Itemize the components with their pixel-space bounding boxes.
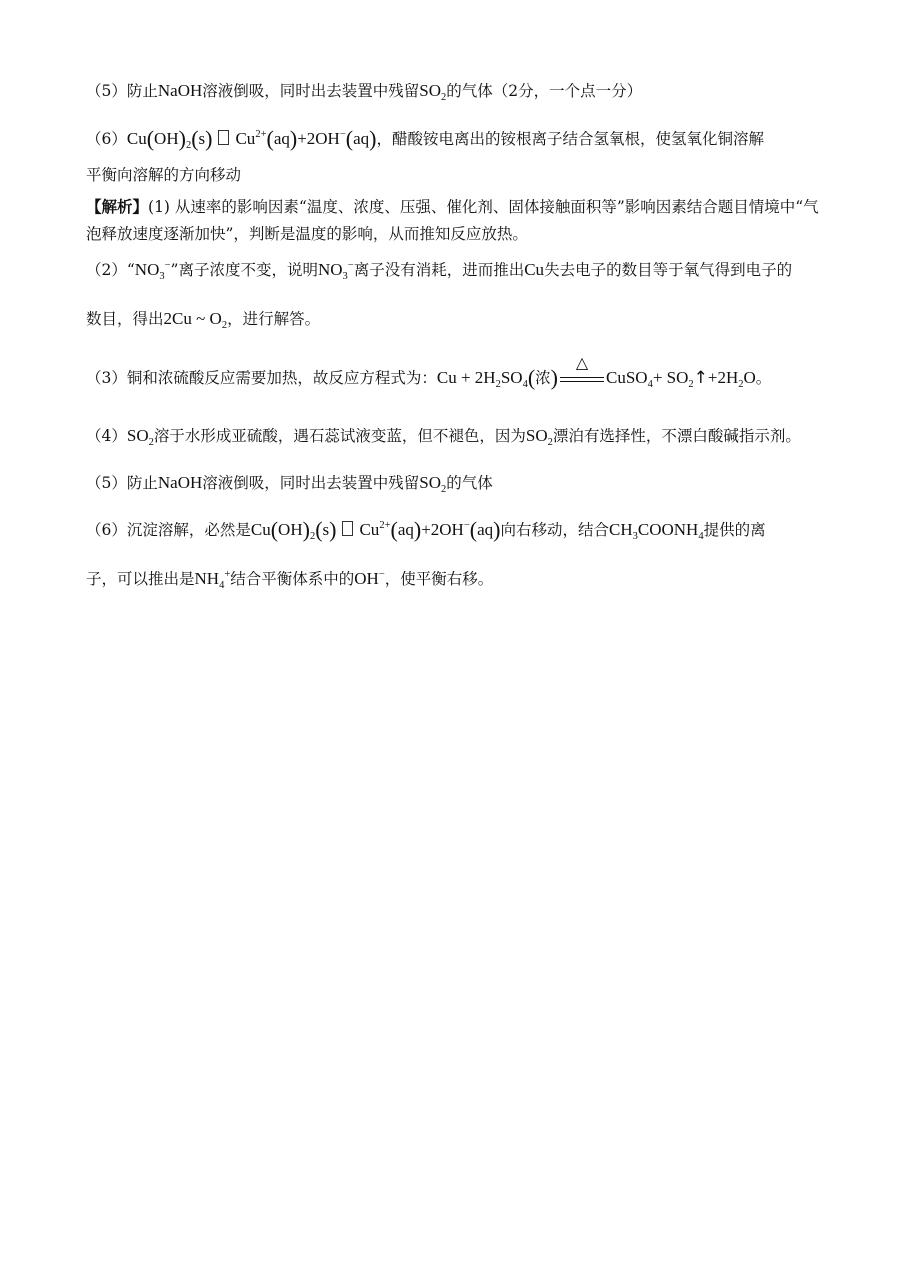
answer-6-line — [86, 127, 822, 151]
text: （5）防止 — [86, 474, 158, 492]
analysis-6-line-cont — [86, 567, 822, 591]
answer-5-line — [86, 79, 822, 103]
text: （2）“ — [86, 261, 135, 279]
formula-water: +2H — [707, 368, 739, 387]
text: ”离子浓度不变，说明 — [170, 261, 318, 279]
equals-line — [560, 381, 604, 382]
text: 子，可以推出是 — [86, 570, 195, 588]
formula-cu-ion: Cu — [235, 129, 256, 148]
formula-no3: NO — [134, 260, 160, 279]
paren: ( — [191, 126, 199, 151]
superscript: 2+ — [379, 520, 391, 531]
text: ，使平衡右移。 — [384, 570, 494, 588]
subscript: 3 — [159, 271, 165, 282]
state-aq: aq — [397, 520, 414, 539]
text: 向右移动，结合 — [500, 521, 609, 539]
subscript: 2 — [185, 140, 192, 151]
text: 失去电子的数目等于氧气得到电子的 — [544, 261, 793, 279]
paren: ) — [413, 517, 422, 542]
formula-so2: + SO — [652, 368, 689, 387]
formula-oh-ion: OH — [354, 569, 379, 588]
text: 溶液倒吸，同时出去装置中残留 — [202, 474, 420, 492]
gas-arrow-icon: ↑ — [693, 368, 708, 388]
subscript: 4 — [219, 580, 225, 591]
superscript: − — [164, 260, 171, 271]
paren: ( — [315, 517, 323, 542]
formula-so2: SO — [419, 473, 442, 492]
analysis-2-line — [86, 258, 822, 282]
text: 溶于水形成亚硫酸，遇石蕊试液变蓝，但不褪色，因为 — [153, 427, 526, 445]
paren: ) — [329, 517, 337, 542]
analysis-1-line-cont: 泡释放速度逐渐加快”，判断是温度的影响，从而推知反应放热。 — [86, 225, 528, 243]
analysis-6-line — [86, 518, 822, 542]
formula-cuso4: CuSO — [605, 368, 648, 387]
formula-so4: SO — [500, 368, 523, 387]
formula-oh-ion: +2OH — [421, 520, 464, 539]
text: 溶液倒吸，同时出去装置中残留 — [202, 82, 420, 100]
paren: ( — [266, 126, 274, 151]
superscript: − — [339, 129, 346, 140]
paren: ( — [270, 517, 279, 542]
subscript: 2 — [441, 92, 447, 103]
paren: ( — [146, 126, 155, 151]
paren: ) — [550, 365, 558, 390]
subscript: 4 — [698, 531, 704, 542]
state-s: s — [198, 129, 206, 148]
text: （6） — [86, 130, 127, 148]
formula-so2: SO — [525, 426, 548, 445]
state-aq: aq — [273, 129, 290, 148]
formula-no3: NO — [317, 260, 343, 279]
formula-cu-ion: Cu — [359, 520, 380, 539]
text: 提供的离 — [703, 521, 766, 539]
superscript: 2+ — [255, 129, 267, 140]
paren: ) — [289, 126, 298, 151]
superscript: − — [463, 520, 470, 531]
subscript: 3 — [342, 271, 348, 282]
text: 数目，得出 — [86, 310, 164, 328]
formula-oh: OH — [154, 129, 179, 148]
text: 离子没有消耗，进而推出 — [353, 261, 525, 279]
subscript: 2 — [495, 379, 501, 390]
formula-cu: Cu — [524, 260, 545, 279]
subscript: 2 — [148, 437, 154, 448]
superscript: − — [378, 569, 385, 580]
paren: ) — [205, 126, 213, 151]
text: 的气体 — [446, 474, 493, 492]
text: （3）铜和浓硫酸反应需要加热，故反应方程式为： — [86, 369, 437, 387]
subscript: 2 — [221, 320, 228, 331]
formula-ch3: CH — [608, 520, 633, 539]
subscript: 3 — [632, 531, 638, 542]
state-aq: aq — [477, 520, 494, 539]
paren: ( — [527, 365, 536, 390]
superscript: + — [224, 569, 231, 580]
paren: ( — [469, 517, 478, 542]
equilibrium-symbol-icon — [342, 521, 353, 536]
analysis-tag: 【解析】 — [86, 197, 149, 216]
state-aq: aq — [353, 129, 370, 148]
paren: ) — [493, 517, 501, 542]
text: （6）沉淀溶解，必然是 — [86, 521, 251, 539]
subscript: 2 — [309, 531, 316, 542]
text: 漂泊有选择性，不漂白酸碱指示剂。 — [552, 427, 801, 445]
reaction-equals-sign — [560, 353, 604, 391]
analysis-4-line — [86, 424, 822, 448]
equilibrium-symbol-icon — [218, 130, 229, 145]
formula-cu: Cu — [126, 129, 147, 148]
formula-so2: SO — [419, 81, 442, 100]
text: 。 — [755, 369, 772, 387]
paren: ) — [178, 126, 186, 151]
state-s: s — [322, 520, 330, 539]
formula-reactants: Cu + 2H — [436, 368, 496, 387]
paren: ( — [345, 126, 354, 151]
subscript: 2 — [688, 379, 694, 390]
answer-6-line-cont: 平衡向溶解的方向移动 — [86, 166, 242, 184]
text: 结合平衡体系中的 — [230, 570, 355, 588]
analysis-1-line — [86, 195, 822, 219]
subscript: 4 — [647, 379, 653, 390]
formula-oh: OH — [278, 520, 303, 539]
superscript: − — [347, 260, 354, 271]
formula-so2: SO — [126, 426, 149, 445]
paren: ( — [390, 517, 398, 542]
heat-icon: △ — [575, 353, 589, 372]
formula-coonh4: COONH — [637, 520, 699, 539]
subscript: 2 — [738, 379, 744, 390]
text: (1) 从速率的影响因素“温度、浓度、压强、催化剂、固体接触面积等”影响因素结合题目情境中“气 — [148, 198, 819, 216]
analysis-5-line — [86, 471, 822, 495]
formula-nh4: NH — [194, 569, 220, 588]
analysis-3-line — [86, 353, 822, 391]
subscript: 2 — [547, 437, 553, 448]
equals-line — [560, 377, 604, 378]
text: 的气体（2分，一个点一分） — [446, 82, 643, 100]
subscript: 2 — [441, 484, 447, 495]
paren: ) — [369, 126, 377, 151]
text: ，醋酸铵电离出的铵根离子结合氢氧根，使氢氧化铜溶解 — [376, 130, 764, 148]
text: （4） — [86, 427, 127, 445]
text: （5）防止 — [86, 82, 158, 100]
formula-cu: Cu — [250, 520, 271, 539]
subscript: 4 — [522, 379, 528, 390]
formula-naoh: NaOH — [157, 473, 203, 492]
paren: ) — [302, 517, 310, 542]
formula-oh-ion: +2OH — [297, 129, 340, 148]
formula-ratio: 2Cu ~ O — [163, 309, 222, 328]
formula-naoh: NaOH — [157, 81, 203, 100]
concentrated-label: 浓 — [535, 369, 551, 387]
text: ，进行解答。 — [227, 310, 321, 328]
formula-o: O — [743, 368, 756, 387]
analysis-2-line-cont — [86, 307, 822, 331]
